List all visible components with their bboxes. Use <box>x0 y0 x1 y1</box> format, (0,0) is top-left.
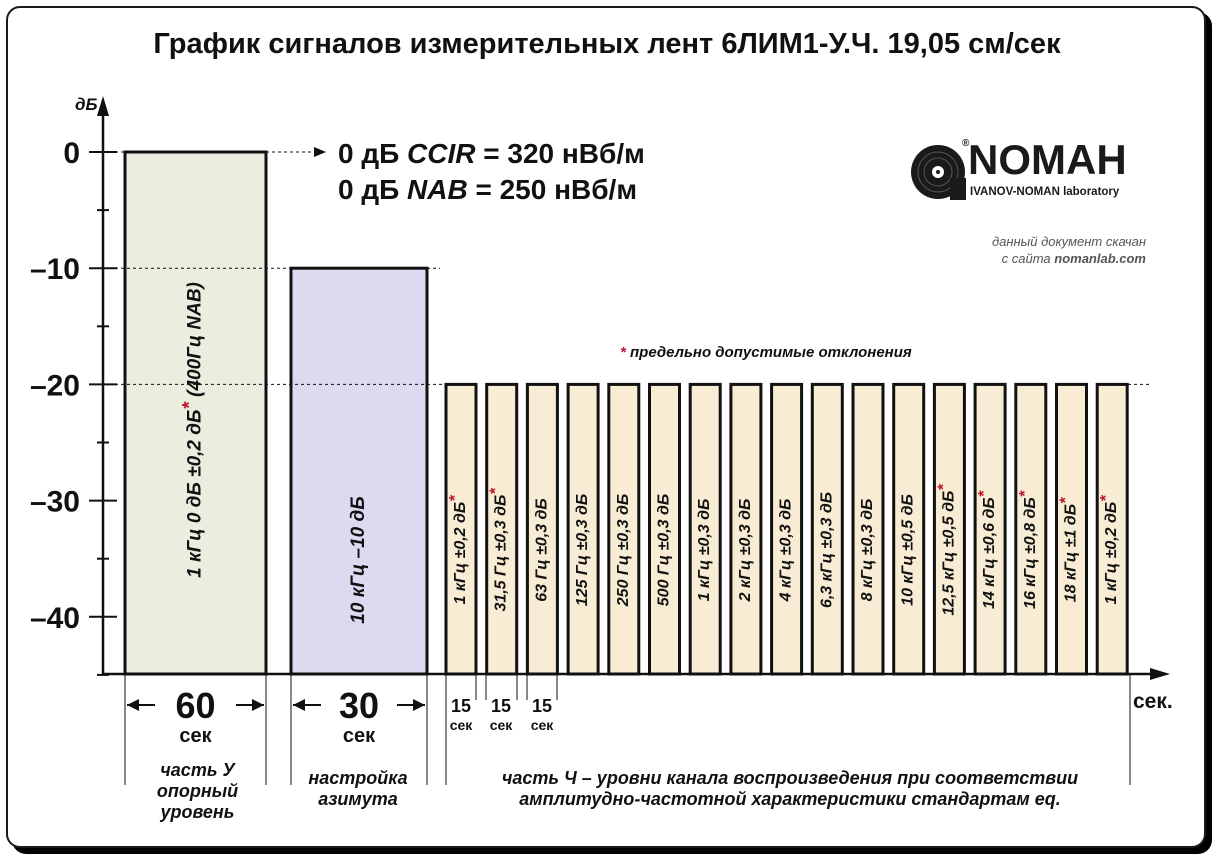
section-reference-line1: часть У <box>160 760 235 780</box>
bar-label: 16 кГц ±0,8 дБ* <box>1017 491 1040 609</box>
duration-value: 30 <box>338 685 380 726</box>
section-azimuth-line2: азимута <box>318 789 398 809</box>
bar-label: 1 кГц ±0,3 дБ <box>696 498 714 602</box>
bar-label: 125 Гц ±0,3 дБ <box>574 493 592 607</box>
duration-value: 60 <box>175 685 216 726</box>
bar-label: 250 Гц ±0,3 дБ <box>615 493 633 607</box>
download-note-line2 <box>1002 251 1146 266</box>
duration-unit: сек <box>530 717 554 733</box>
nab-prefix: 0 дБ <box>338 174 408 205</box>
bar-label: 10 кГц –10 дБ <box>348 496 370 624</box>
section-reference-line2: опорный <box>156 781 239 801</box>
bar-label: 1 кГц 0 дБ ±0,2 дБ* (400Гц NAB) <box>179 282 206 578</box>
bar-label: 1 кГц ±0,2 дБ* <box>447 495 470 605</box>
y-axis-label: дБ <box>75 95 98 114</box>
logo-wordmark: NOMAH <box>968 136 1127 183</box>
noman-logo <box>910 136 1150 210</box>
duration-arrow-head <box>293 699 305 711</box>
duration-value: 15 <box>490 696 512 716</box>
logo-lab-name: IVANOV-NOMAN laboratory <box>970 186 1120 198</box>
section-reference-caption <box>125 760 270 823</box>
duration-unit: сек <box>179 725 212 747</box>
page-title: График сигналов измерительных лент 6ЛИМ1-У.Ч. 19,05 см/сек <box>153 28 1061 60</box>
registered-mark: ® <box>962 138 970 149</box>
duration-unit: сек <box>489 717 513 733</box>
tolerance-star: * <box>620 344 626 361</box>
nab-suffix: = 250 нВб/м <box>467 174 638 205</box>
duration-arrow-head <box>413 699 425 711</box>
duration-unit: сек <box>342 725 376 747</box>
ccir-standard: CCIR <box>407 138 476 169</box>
nab-standard: NAB <box>407 174 468 205</box>
y-tick-label: –30 <box>29 485 80 519</box>
bar-label: 8 кГц ±0,3 дБ <box>859 498 877 602</box>
bar-label: 31,5 Гц ±0,3 дБ* <box>487 488 510 612</box>
section-playback-caption <box>445 768 1135 810</box>
ccir-suffix: = 320 нВб/м <box>475 138 645 169</box>
bar-label: 2 кГц ±0,3 дБ <box>737 498 755 602</box>
duration-unit: сек <box>449 717 473 733</box>
section-azimuth-caption <box>288 768 428 810</box>
section-reference-line3: уровень <box>160 802 235 822</box>
bar-label: 10 кГц ±0,5 дБ <box>899 494 917 606</box>
bar-label: 18 кГц ±1 дБ* <box>1057 497 1080 603</box>
tolerance-text: предельно допустимые отклонения <box>625 344 912 361</box>
duration-value: 15 <box>450 696 472 716</box>
bar-label: 12,5 кГц ±0,5 дБ* <box>935 484 958 616</box>
x-axis-label: сек. <box>1133 690 1173 713</box>
ccir-prefix: 0 дБ <box>338 138 408 169</box>
bar-label: 6,3 кГц ±0,3 дБ <box>818 491 836 609</box>
duration-arrow-head <box>127 699 139 711</box>
y-axis-arrow <box>97 96 109 116</box>
nab-reference <box>338 174 637 206</box>
y-tick-label: 0 <box>63 137 80 170</box>
download-note-line1: данный документ скачан <box>991 234 1146 249</box>
bar-label: 14 кГц ±0,6 дБ* <box>976 491 999 609</box>
download-note-prefix: с сайта <box>1001 251 1055 266</box>
bar-label: 63 Гц ±0,3 дБ <box>533 498 551 602</box>
section-azimuth-line1: настройка <box>308 768 408 788</box>
x-axis-arrow <box>1150 668 1170 680</box>
tolerance-note <box>620 344 912 361</box>
vinyl-record-icon <box>910 144 966 200</box>
duration-value: 15 <box>531 696 553 716</box>
y-tick-label: –20 <box>29 369 80 403</box>
ccir-reference <box>338 138 645 170</box>
y-tick-label: –40 <box>29 601 80 635</box>
bar-label: 500 Гц ±0,3 дБ <box>655 493 673 607</box>
section-playback-line2: амплитудно-частотной характеристики стандартам eq. <box>519 789 1061 809</box>
bar-label: 1 кГц ±0,2 дБ* <box>1098 495 1121 605</box>
bar-label: 4 кГц ±0,3 дБ <box>777 498 795 602</box>
section-playback-line1: часть Ч – уровни канала воспроизведения при соответствии <box>501 768 1079 788</box>
reference-arrow <box>314 147 326 157</box>
y-tick-label: –10 <box>29 253 80 287</box>
download-note-site: nomanlab.com <box>1054 251 1146 266</box>
duration-arrow-head <box>252 699 264 711</box>
